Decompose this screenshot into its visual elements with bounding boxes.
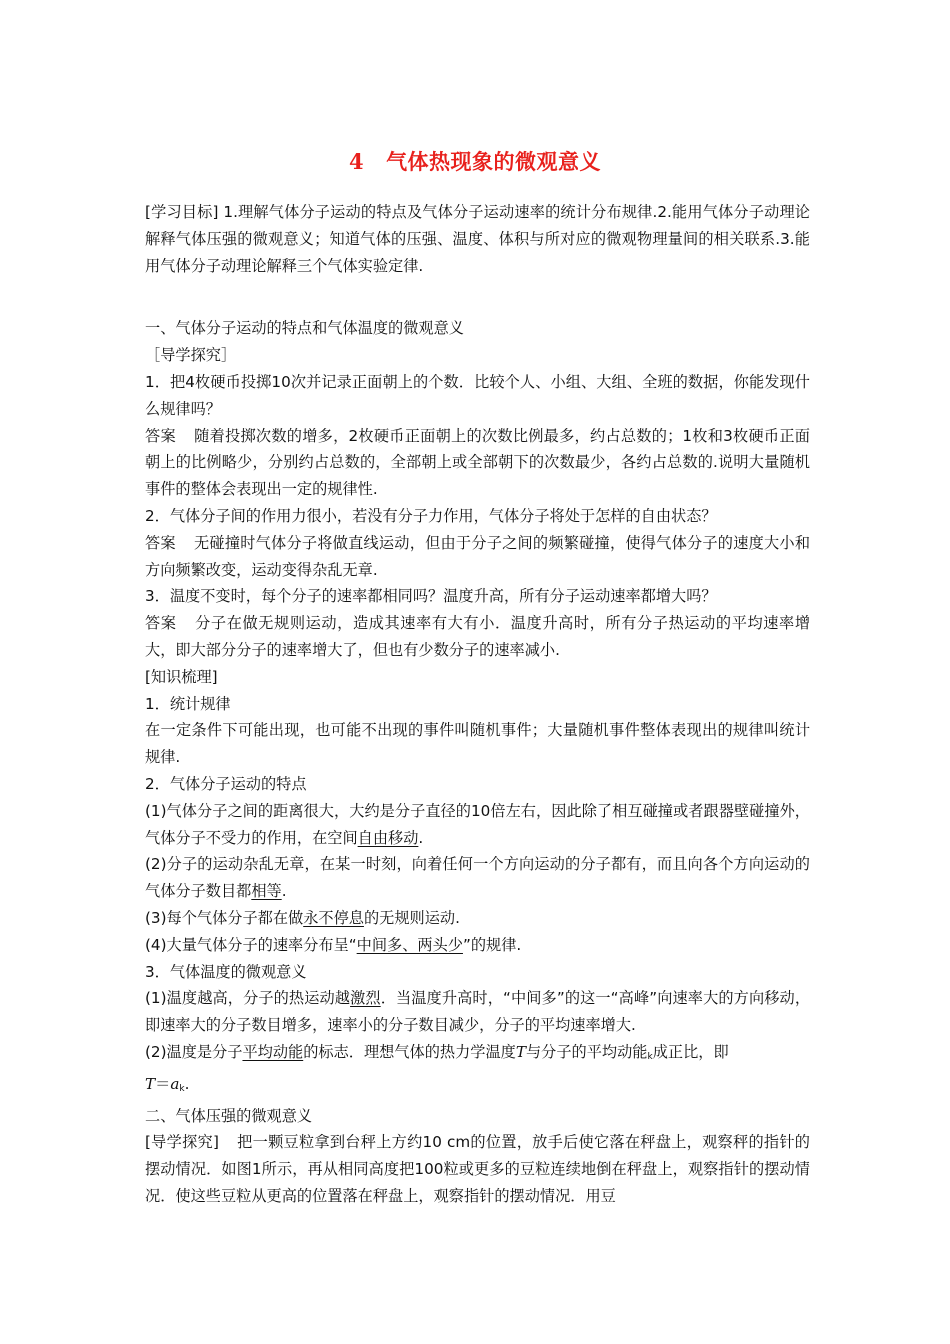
k2-item-4 <box>145 932 810 959</box>
answer-label: 答案 <box>145 614 177 633</box>
title-text: 气体热现象的微观意义 <box>386 149 602 174</box>
underlined-answer: 相等 <box>251 882 282 901</box>
answer-text: 随着投掷次数的增多，2枚硬币正面朝上的次数比例最多，约占总数的；1枚和3枚硬币正面朝上的比例略少，分别约占总数的，全部朝上或全部朝下的次数最少，各约占总数的.说明大量随机事件的整体会表现出一定的规律性. <box>145 426 810 499</box>
page-title <box>0 146 950 176</box>
section1-heading: 一、气体分子运动的特点和气体温度的微观意义 <box>145 319 464 338</box>
guide-label: ［导学探究］ <box>145 346 237 365</box>
subscript: k <box>647 1051 653 1062</box>
symbol-T: T <box>515 1042 526 1061</box>
text: 的无规则运动. <box>363 908 460 927</box>
underlined-answer: 自由移动 <box>357 828 419 847</box>
text: . <box>184 1074 190 1093</box>
text: (2)温度是分子 <box>145 1042 243 1061</box>
symbol-a: a <box>170 1074 180 1093</box>
paragraph-text: 把一颗豆粒拿到台秤上方约10 cm的位置，放手后使它落在秤盘上，观察秤的指针的摆动情况．如图1所示，再从相同高度把100粒或更多的豆粒连续地倒在秤盘上，观察指针的摆动情况．使这些豆粒从更高的位置落在秤盘上，观察指针的摆动情况．用豆 <box>145 1133 810 1205</box>
k2-item-2 <box>145 851 810 905</box>
k2-item-3 <box>145 905 810 932</box>
k1-title: 1．统计规律 <box>145 694 231 713</box>
answer-3 <box>145 610 810 664</box>
text: . <box>418 828 424 847</box>
answer-2 <box>145 530 810 584</box>
k1-text: 在一定条件下可能出现，也可能不出现的事件叫随机事件；大量随机事件整体表现出的规律叫统计规律. <box>145 721 810 767</box>
knowledge-label: [知识梳理] <box>145 667 218 686</box>
text: ．当温度升高时，“中间多”的这一“高峰”向速率大的方向移动，即速率大的分子数目增多，速率小的分子数目减少，分子的平均速率增大. <box>145 989 811 1035</box>
section2-heading: 二、气体压强的微观意义 <box>145 1106 313 1125</box>
answer-label: 答案 <box>145 426 176 445</box>
text: (1)气体分子之间的距离很大，大约是分子直径的10倍左右，因此除了相互碰撞或者跟器壁碰撞外，气体分子不受力的作用，在空间 <box>145 801 810 847</box>
text: . <box>281 882 287 901</box>
section2-paragraph <box>145 1129 810 1209</box>
learning-objectives: [学习目标] 1.理解气体分子运动的特点及气体分子运动速率的统计分布规律.2.能用气体分子动理论解释气体压强的微观意义；知道气体的压强、温度、体积与所对应的微观物理量间的相关联系.3.能用气体分子动理论解释三个气体实验定律. <box>145 203 810 275</box>
answer-1 <box>145 423 810 503</box>
answer-label: 答案 <box>145 533 176 552</box>
answer-text: 无碰撞时气体分子将做直线运动，但由于分子之间的频繁碰撞，使得气体分子的速度大小和方向频繁改变，运动变得杂乱无章. <box>145 533 811 579</box>
text: 的标志．理想气体的热力学温度 <box>303 1042 516 1061</box>
answer-text: 分子在做无规则运动，造成其速率有大有小．温度升高时，所有分子热运动的平均速率增大，即大部分分子的速率增大了，但也有少数分子的速率减小. <box>145 614 811 659</box>
text: ”的规律. <box>462 935 522 954</box>
subscript: k <box>179 1083 185 1094</box>
text: (2)分子的运动杂乱无章，在某一时刻，向着任何一个方向运动的分子都有，而且向各个方向运动的气体分子数目都 <box>145 855 810 901</box>
k2-title: 2．气体分子运动的特点 <box>145 774 307 793</box>
k2-item-1 <box>145 798 810 852</box>
text: (1)温度越高，分子的热运动越 <box>145 989 351 1008</box>
k3-item-1 <box>145 985 810 1039</box>
text: 与分子的平均动能 <box>525 1042 648 1061</box>
text: 成正比，即 <box>652 1042 729 1061</box>
question-2: 2．气体分子间的作用力很小，若没有分子力作用，气体分子将处于怎样的自由状态？ <box>145 506 717 525</box>
underlined-answer: 激烈 <box>350 989 381 1008</box>
text: (4)大量气体分子的速率分布呈“ <box>145 935 357 954</box>
spacer <box>145 279 810 315</box>
underlined-answer: 中间多、两头少 <box>356 935 463 954</box>
text: ＝ <box>155 1074 171 1093</box>
question-1: 1．把4枚硬币投掷10次并记录正面朝上的个数．比较个人、小组、大组、全班的数据，你能发现什么规律吗？ <box>145 372 810 418</box>
question-3: 3．温度不变时，每个分子的速率都相同吗？温度升高，所有分子运动速率都增大吗？ <box>145 587 717 606</box>
section-number: 4 <box>348 149 365 174</box>
k3-title: 3．气体温度的微观意义 <box>145 962 307 981</box>
document-body <box>145 199 810 1210</box>
underlined-answer: 永不停息 <box>303 908 364 927</box>
guide-label: [导学探究] <box>145 1133 219 1152</box>
text: (3)每个气体分子都在做 <box>145 908 304 927</box>
symbol-T: T <box>145 1074 156 1093</box>
underlined-answer: 平均动能 <box>242 1042 304 1061</box>
k3-item-2 <box>145 1039 810 1103</box>
